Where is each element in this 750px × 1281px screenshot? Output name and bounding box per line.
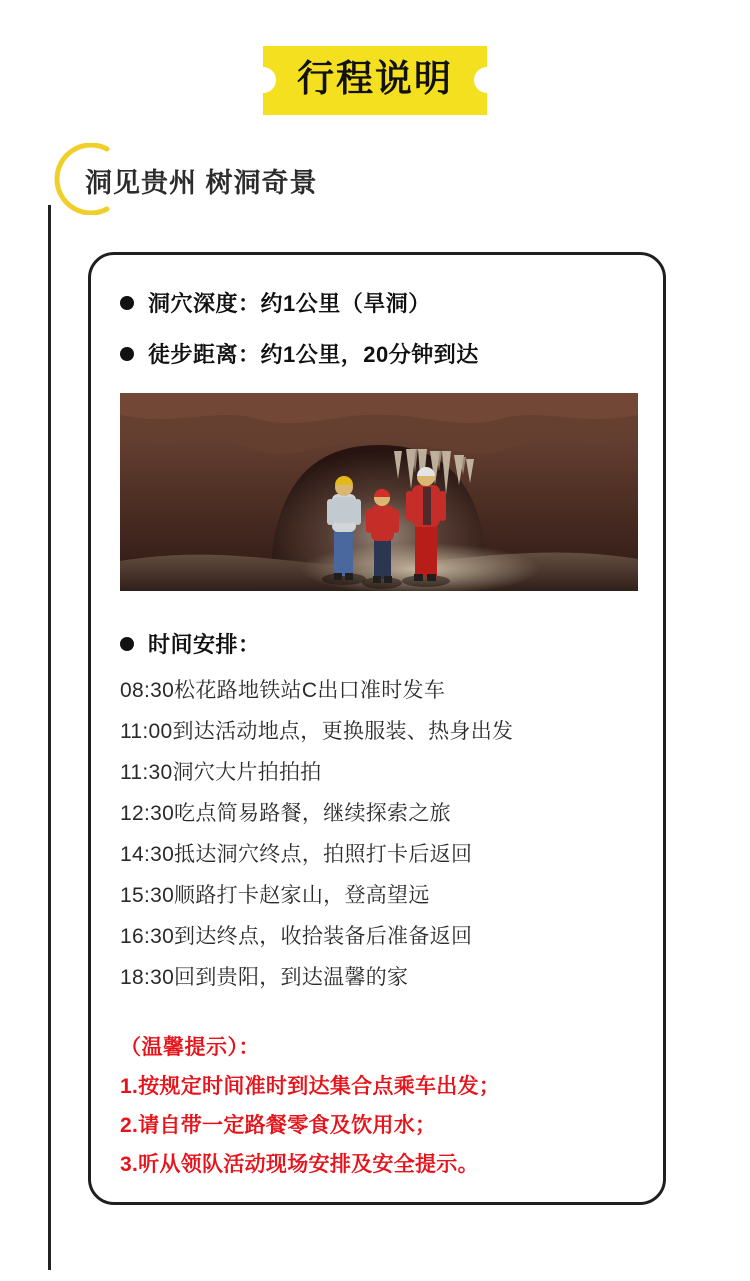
schedule-heading-label: 时间安排：	[148, 632, 261, 657]
tips-item: 2.请自带一定路餐零食及饮用水；	[120, 1114, 437, 1137]
page-title: 行程说明	[297, 58, 453, 99]
page-title-banner	[0, 46, 750, 115]
bullet-dot-icon	[120, 637, 134, 651]
schedule-heading	[120, 628, 261, 659]
bullet-dot-icon	[120, 347, 134, 361]
fact-depth	[120, 287, 431, 318]
tips-item: 3.听从领队活动现场安排及安全提示。	[120, 1153, 479, 1176]
tips-block	[120, 1028, 640, 1184]
left-spine-divider	[48, 205, 51, 1270]
fact-distance-label: 徒步距离：约1公里，20分钟到达	[148, 342, 479, 367]
schedule-item: 18:30回到贵阳，到达温馨的家	[120, 966, 409, 989]
schedule-list	[120, 670, 640, 998]
fact-depth-label: 洞穴深度：约1公里（旱洞）	[148, 291, 431, 316]
schedule-item: 11:30洞穴大片拍拍拍	[120, 761, 322, 784]
subtitle-row	[45, 143, 705, 219]
subtitle-text: 洞见贵州 树洞奇景	[85, 168, 318, 198]
bullet-dot-icon	[120, 296, 134, 310]
schedule-item: 08:30松花路地铁站C出口准时发车	[120, 679, 446, 702]
schedule-item: 16:30到达终点，收拾装备后准备返回	[120, 925, 473, 948]
cave-photo-graphic	[120, 393, 638, 591]
tips-title: （温馨提示）：	[120, 1036, 260, 1059]
schedule-item: 12:30吃点简易路餐，继续探索之旅	[120, 802, 451, 825]
fact-distance	[120, 338, 479, 369]
tips-item: 1.按规定时间准时到达集合点乘车出发；	[120, 1075, 501, 1098]
schedule-item: 14:30抵达洞穴终点，拍照打卡后返回	[120, 843, 473, 866]
schedule-item: 15:30顺路打卡赵家山，登高望远	[120, 884, 430, 907]
title-banner-shape	[263, 46, 487, 115]
schedule-item: 11:00到达活动地点，更换服装、热身出发	[120, 720, 514, 743]
cave-photo	[120, 393, 638, 591]
itinerary-card	[88, 252, 666, 1205]
